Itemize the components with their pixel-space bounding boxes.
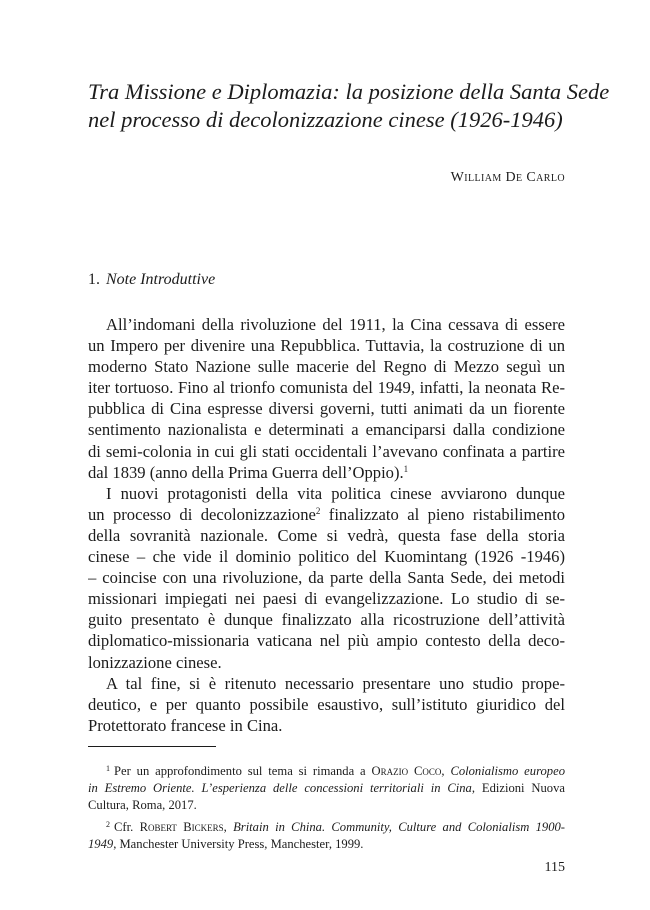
footnote-marker: 1 [106, 764, 110, 773]
body-line: I nuovi protagonisti della vita politica cinese avviarono dunque [106, 483, 565, 503]
body-line: lonizzazione cinese. [88, 652, 222, 672]
body-line [88, 462, 565, 483]
footnote-line: $^2$ Cfr. Robert Bickers, Britain in China. Community, Culture and Colonialism 1900- [106, 820, 565, 834]
body-line: – coincise con una rivoluzione, da parte della Santa Sede, dei metodi [88, 568, 565, 588]
page [88, 0, 610, 910]
footnote-title: 1949 [88, 837, 114, 851]
body-line: missionari impiegati nei paesi di evangelizzazione. Lo studio di se- [88, 589, 565, 609]
body-line-text: un processo di decolonizzazione [88, 504, 316, 524]
body-line: diplomatico-missionaria vaticana nel più ampio contesto della deco- [88, 631, 565, 651]
body-line: della sovranità nazionale. Come si vedrà, questa fase della storia [88, 525, 565, 545]
author-name: William De Carlo [450, 170, 565, 185]
footnote-text: , Manchester University Press, Manchester, 1999. [113, 837, 364, 851]
article-title-line: Tra Missione e Diplomazia: la posizione della Santa Sede [88, 79, 610, 104]
article-title [88, 78, 610, 134]
body-line-text: dal 1839 (anno della Prima Guerra dell’Oppio). [88, 462, 404, 482]
footnote-line [88, 836, 565, 853]
body-line: A tal fine, si è ritenuto necessario presentare uno studio prope- [106, 673, 565, 693]
page-number: 115 [544, 860, 565, 875]
footnote-author: Orazio Coco [371, 764, 442, 778]
footnote-text: , Edizioni Nuova [471, 781, 565, 795]
footnote-text: Per un approfondimento sul tema si rimanda a [114, 764, 366, 778]
footnote-1 [88, 763, 565, 814]
body-line: cinese – che vide il dominio politico del Kuomintang (1926 -1946) [88, 547, 565, 567]
footnote-line: $^1$ Per un approfondimento sul tema si rimanda a Orazio Coco, Colonialismo europeo [106, 764, 565, 778]
body-line: sentimento nazionalista e determinati a emanciparsi dalla condizione [88, 420, 565, 440]
footnote-marker: 2 [106, 820, 110, 829]
body-line [88, 504, 565, 525]
footnote-ref[interactable]: 1 [403, 463, 409, 474]
article-title-line: nel processo di decolonizzazione cinese (1926-1946) [88, 107, 563, 132]
body-line: un Impero per divenire una Repubblica. Tuttavia, la costruzione di un [88, 336, 565, 356]
body-line: deutico, e per quanto possibile esaustivo, sull’istituto giuridico del [88, 694, 565, 714]
footnote-line [88, 780, 565, 797]
body-line: guito presentato è dunque finalizzato alla ricostruzione dell’attività [88, 610, 565, 630]
body-line: moderno Stato Nazione sulle macerie del Regno di Mezzo seguì un [88, 357, 565, 377]
footnote-text: Cfr. [114, 820, 134, 834]
footnotes [88, 763, 565, 853]
body-line: pubblica di Cina espresse diversi governi, tutti animati da un fiorente [88, 399, 565, 419]
body-line: All’indomani della rivoluzione del 1911, la Cina cessava di essere [106, 315, 565, 334]
footnote-title: Britain in China. Community, Culture and Colonialism 1900- [233, 820, 565, 834]
footnote-ref[interactable]: 2 [315, 505, 321, 516]
body-line: Protettorato francese in Cina. [88, 715, 283, 735]
footnote-author: Robert Bickers [139, 820, 224, 834]
body-line: di semi-colonia in cui gli stati occidentali l’avevano confinata a partire [88, 441, 565, 461]
body-text [88, 314, 565, 736]
section-title: Note Introduttive [106, 271, 216, 288]
footnote-line: Cultura, Roma, 2017. [88, 798, 197, 812]
section-number: 1. [88, 271, 100, 288]
section-heading [88, 271, 215, 289]
footnote-divider [88, 746, 216, 747]
footnote-title: Colonialismo europeo [450, 764, 565, 778]
footnote-title: in Estremo Oriente. L’esperienza delle concessioni territoriali in Cina [88, 781, 472, 795]
body-line-text: finalizzato al pieno ristabilimento [328, 504, 565, 524]
footnote-2 [88, 819, 565, 853]
body-line: iter tortuoso. Fino al trionfo comunista del 1949, infatti, la neonata Re- [88, 378, 565, 398]
